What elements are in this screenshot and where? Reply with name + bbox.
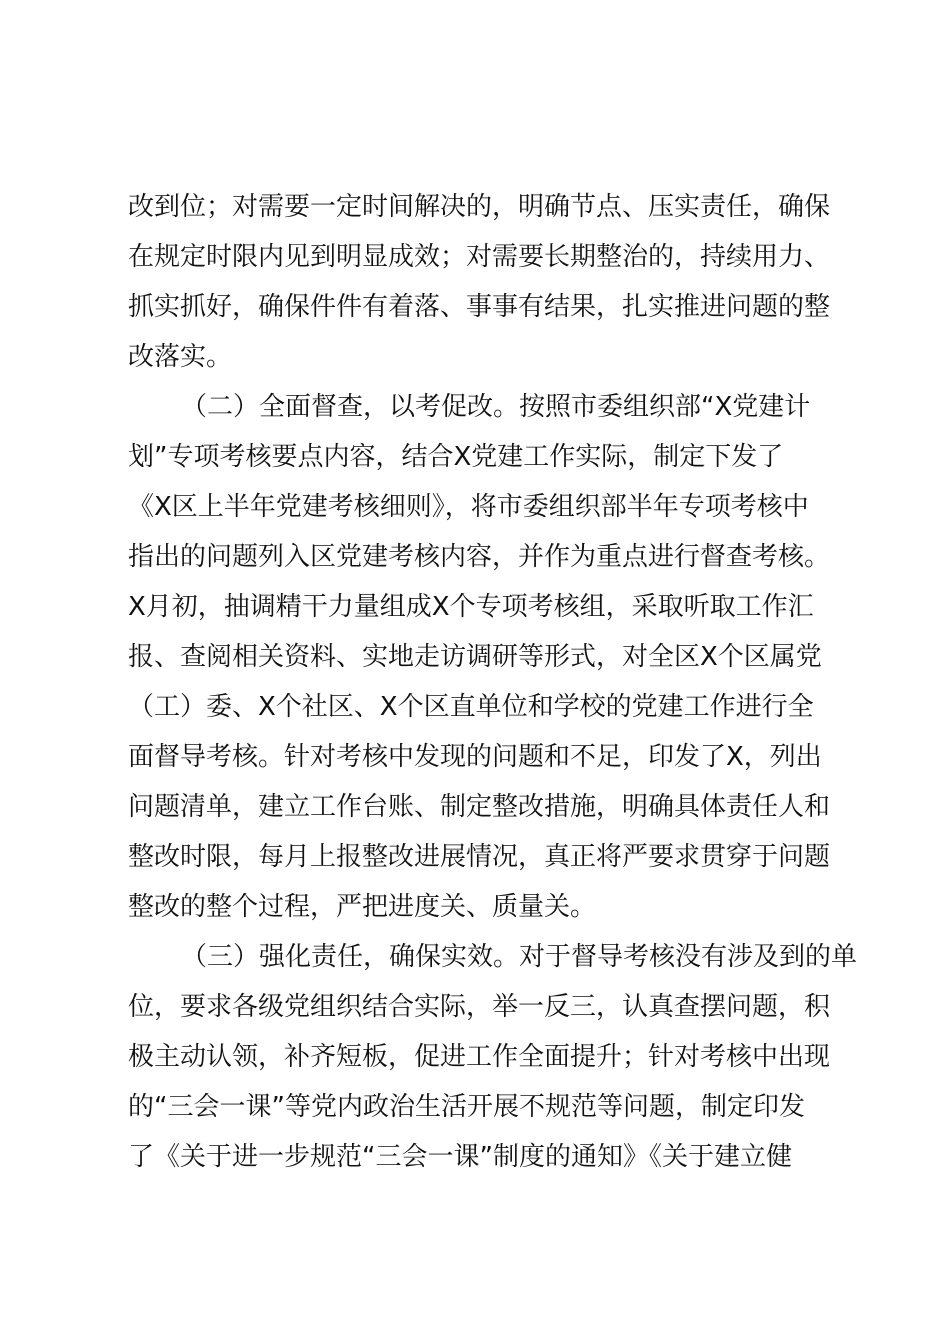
body-text-line: X月初，抽调精干力量组成X个专项考核组，采取听取工作汇 xyxy=(128,592,814,622)
body-text-line: 改到位；对需要一定时间解决的，明确节点、压实责任，确保 xyxy=(128,192,831,222)
section-2-first-line: （二）全面督查，以考促改。按照市委组织部“X党建计 xyxy=(181,392,811,422)
body-text-line: 报、查阅相关资料、实地走访调研等形式，对全区X个区属党 xyxy=(128,642,822,672)
body-text-line: （工）委、X个社区、X个区直单位和学校的党建工作进行全 xyxy=(128,692,814,722)
body-text-line: 了《关于进一步规范“三会一课”制度的通知》《关于建立健 xyxy=(128,1142,792,1172)
body-text-line: 整改的整个过程，严把进度关、质量关。 xyxy=(128,892,597,922)
body-text-line: 指出的问题列入区党建考核内容，并作为重点进行督查考核。 xyxy=(128,542,831,572)
body-text-line: 《X区上半年党建考核细则》，将市委组织部半年专项考核中 xyxy=(128,492,809,522)
body-text-line: 位，要求各级党组织结合实际，举一反三，认真查摆问题，积 xyxy=(128,992,831,1022)
body-text-line: 划”专项考核要点内容，结合X党建工作实际，制定下发了 xyxy=(128,442,784,472)
body-text-line: 在规定时限内见到明显成效；对需要长期整治的，持续用力、 xyxy=(128,242,831,272)
body-text-line: 面督导考核。针对考核中发现的问题和不足，印发了X，列出 xyxy=(128,742,822,772)
body-text-line: 整改时限，每月上报整改进展情况，真正将严要求贯穿于问题 xyxy=(128,842,831,872)
document-body xyxy=(128,182,858,1182)
section-3-first-line: （三）强化责任，确保实效。对于督导考核没有涉及到的单 xyxy=(181,942,858,972)
body-text-line: 极主动认领，补齐短板，促进工作全面提升；针对考核中出现 xyxy=(128,1042,831,1072)
body-text-line: 抓实抓好，确保件件有着落、事事有结果，扎实推进问题的整 xyxy=(128,292,831,322)
body-text-line: 问题清单，建立工作台账、制定整改措施，明确具体责任人和 xyxy=(128,792,831,822)
body-text-line: 改落实。 xyxy=(128,342,233,372)
body-text-line: 的“三会一课”等党内政治生活开展不规范等问题，制定印发 xyxy=(128,1092,805,1122)
